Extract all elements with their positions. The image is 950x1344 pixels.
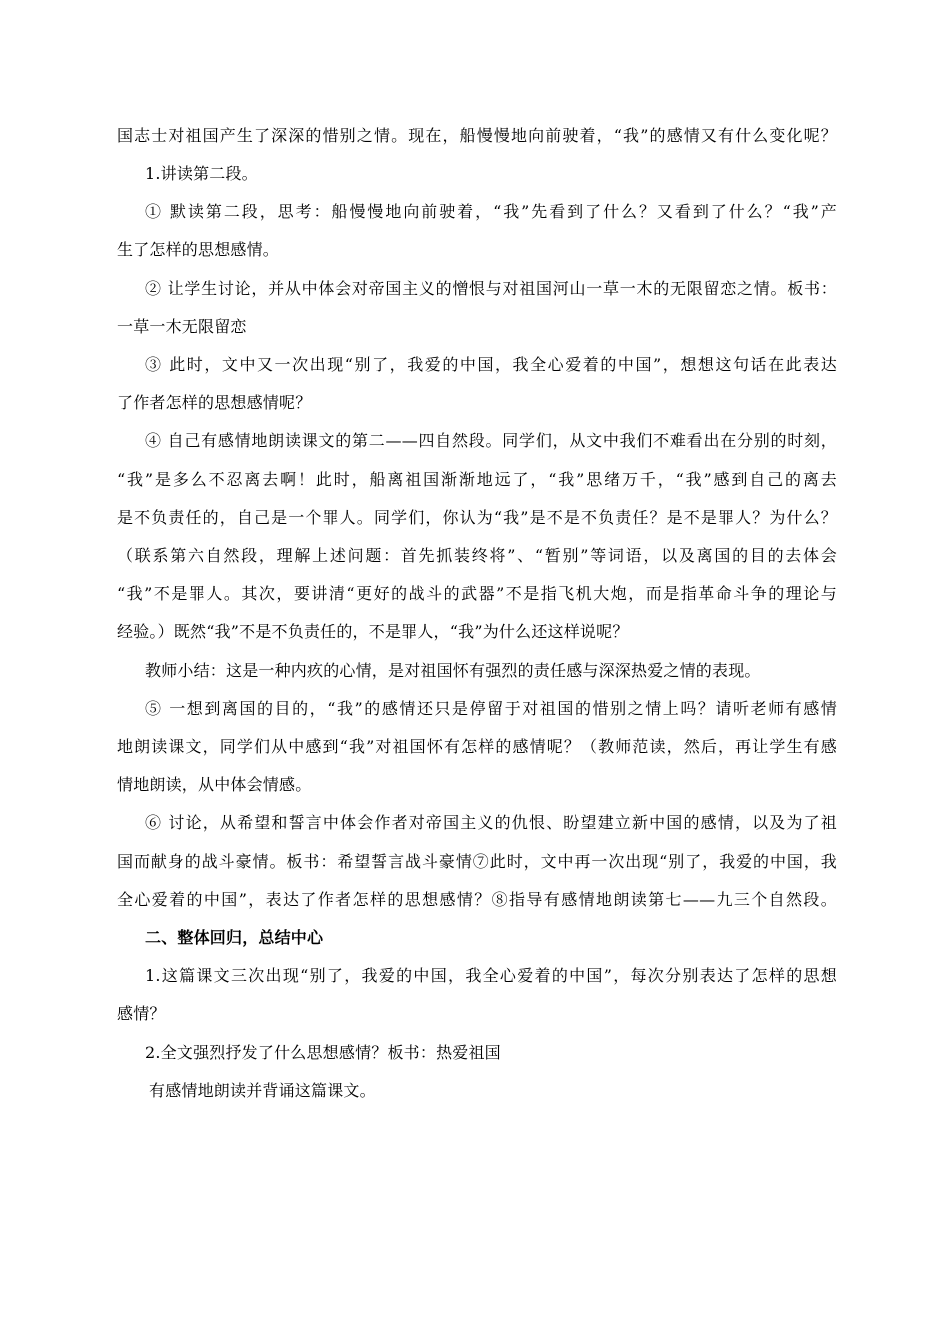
paragraph-line: “我”不是罪人。其次，要讲清“更好的战斗的武器”不是指飞机大炮，而是指革命斗争的理论与 <box>117 584 837 603</box>
paragraph-line: ② 让学生讨论，并从中体会对帝国主义的憎恨与对祖国河山一草一木的无限留恋之情。板书： <box>145 279 837 298</box>
section-heading-lecture-paragraph-two: 1.讲读第二段。 <box>145 164 258 183</box>
paragraph-line: 了作者怎样的思想感情呢？ <box>117 393 312 412</box>
paragraph-line: 国而献身的战斗豪情。板书：希望誓言战斗豪情⑦此时，文中再一次出现“别了，我爱的中国，我 <box>117 852 837 871</box>
paragraph-line: 是不负责任的，自己是一个罪人。同学们，你认为“我”是不是不负责任？是不是罪人？为什么？ <box>117 508 837 527</box>
teacher-summary-line: 教师小结：这是一种内疚的心情，是对祖国怀有强烈的责任感与深深热爱之情的表现。 <box>145 661 761 680</box>
paragraph-line: 一草一木无限留恋 <box>117 317 247 336</box>
paragraph-line: 生了怎样的思想感情。 <box>117 240 280 259</box>
paragraph-line: ① 默读第二段，思考：船慢慢地向前驶着，“我”先看到了什么？又看到了什么？“我”产 <box>145 202 837 221</box>
paragraph-line: 全心爱着的中国”，表达了作者怎样的思想感情？⑧指导有感情地朗读第七——九三个自然段。 <box>117 890 837 909</box>
paragraph-line: 感情？ <box>117 1004 166 1023</box>
paragraph-line: 地朗读课文，同学们从中感到“我”对祖国怀有怎样的感情呢？（教师范读，然后，再让学生有感 <box>117 737 837 756</box>
section-heading-summary: 二、整体回归，总结中心 <box>145 928 324 947</box>
paragraph-line: ③ 此时，文中又一次出现“别了，我爱的中国，我全心爱着的中国”，想想这句话在此表达 <box>145 355 837 374</box>
paragraph-line: ④ 自己有感情地朗读课文的第二——四自然段。同学们，从文中我们不难看出在分别的时刻， <box>145 431 837 450</box>
paragraph-line: 有感情地朗读并背诵这篇课文。 <box>149 1081 376 1100</box>
paragraph-line: “我”是多么不忍离去啊！此时，船离祖国渐渐地远了，“我”思绪万千，“我”感到自己的离去 <box>117 470 837 489</box>
paragraph-line: 2.全文强烈抒发了什么思想感情？板书：热爱祖国 <box>145 1043 501 1062</box>
paragraph-line: （联系第六自然段，理解上述问题：首先抓装终将”、“暂别”等词语，以及离国的目的去体会 <box>117 546 837 565</box>
paragraph-line: 1.这篇课文三次出现“别了，我爱的中国，我全心爱着的中国”，每次分别表达了怎样的思想 <box>145 966 837 985</box>
paragraph-line: ⑥ 讨论，从希望和誓言中体会作者对帝国主义的仇恨、盼望建立新中国的感情，以及为了祖 <box>145 813 837 832</box>
paragraph-line: 情地朗读，从中体会情感。 <box>117 775 312 794</box>
paragraph-line: 经验。）既然“我”不是不负责任的，不是罪人，“我”为什么还这样说呢？ <box>117 622 629 641</box>
paragraph-line: ⑤ 一想到离国的目的，“我”的感情还只是停留于对祖国的惜别之情上吗？请听老师有感情 <box>145 699 837 718</box>
paragraph-line: 国志士对祖国产生了深深的惜别之情。现在，船慢慢地向前驶着，“我”的感情又有什么变化呢？ <box>117 126 837 145</box>
